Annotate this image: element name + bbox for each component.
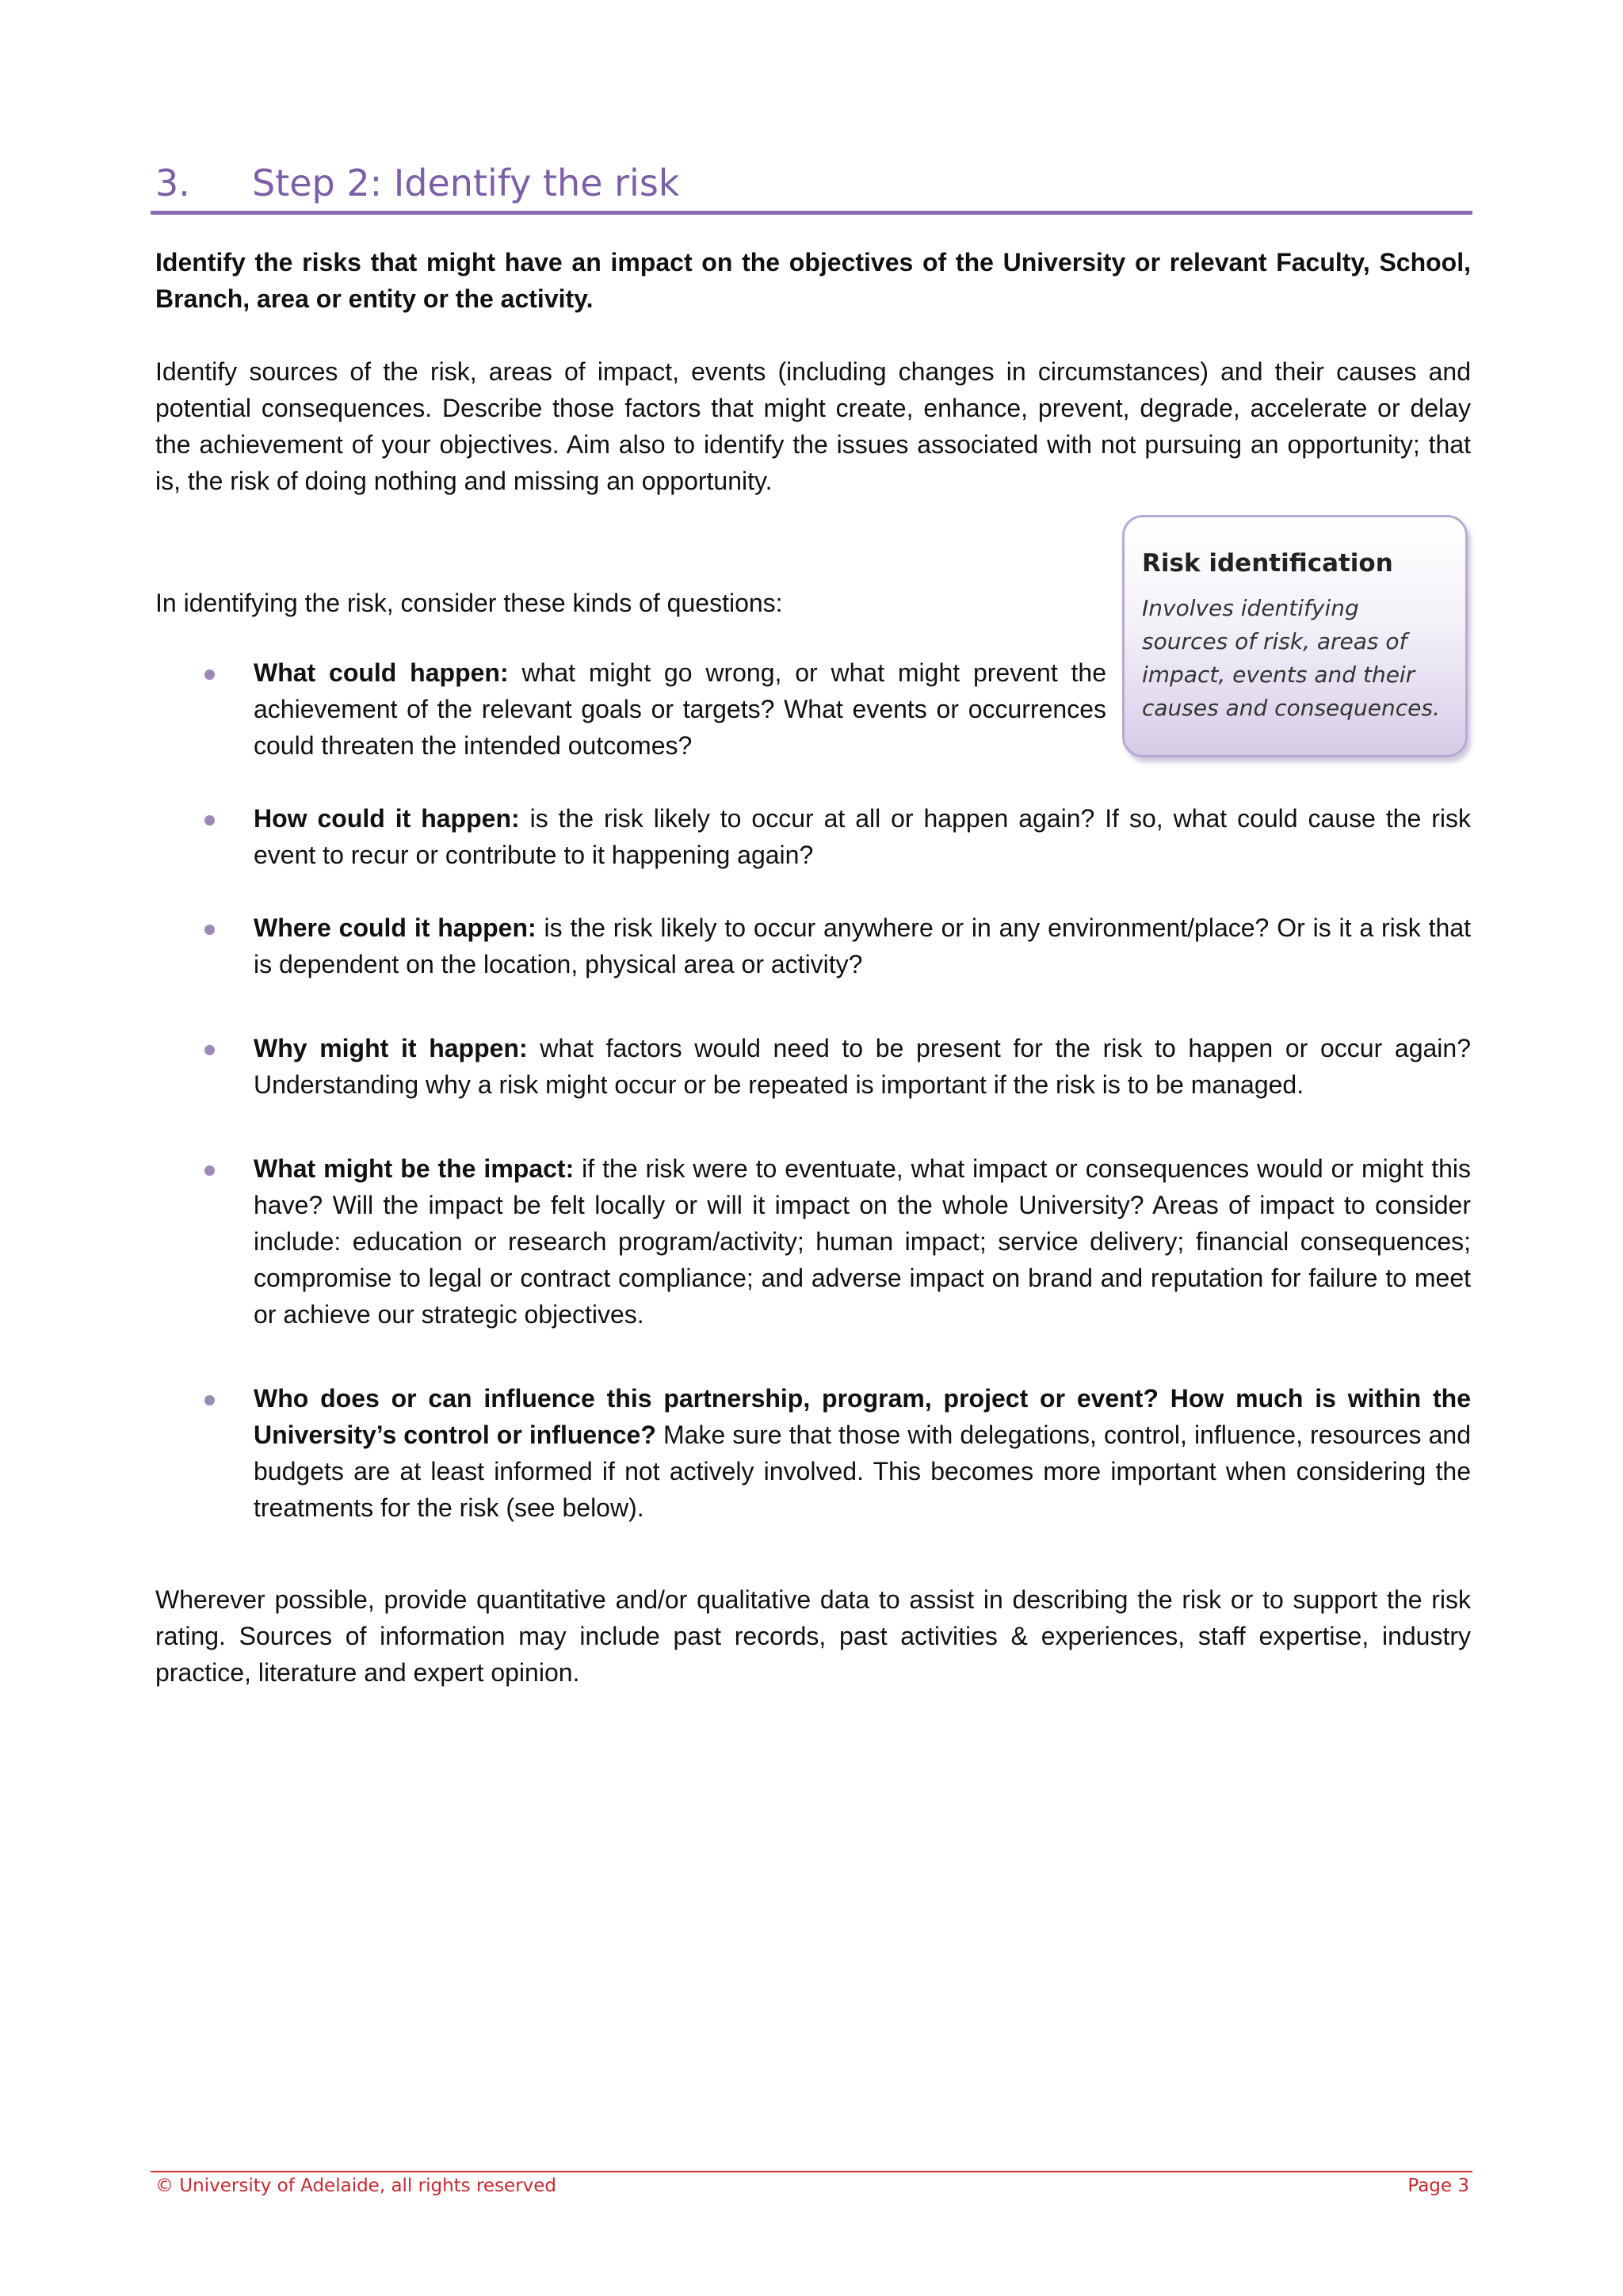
bullet-icon bbox=[204, 925, 215, 935]
page-number: Page 3 bbox=[1407, 2176, 1469, 2196]
bullet-text: if the risk were to eventuate, what impact or consequences would or might this have? Will the impact be felt locally or will it impact on the whole University? Areas of impact to consider include: education or research program/activity; human impact; service delivery; financial consequences; compromise to legal or contract compliance; and adverse impact on brand and reputation for failure to meet or achieve our strategic objectives. bbox=[254, 1154, 1472, 1329]
footer-rule bbox=[151, 2171, 1472, 2172]
callout-body: Involves identifying sources of risk, areas of impact, events and their causes and consequences. bbox=[1142, 595, 1440, 721]
bullet-icon bbox=[204, 1045, 215, 1055]
section-title: Step 2: Identify the risk bbox=[252, 162, 680, 204]
bullet-icon bbox=[204, 815, 215, 826]
bullet-icon bbox=[204, 1165, 215, 1176]
bullet-text: Make sure that those with delegations, control, influence, resources and budgets are at least informed if not actively involved. This becomes more important when considering the treatments for the risk (see below). bbox=[254, 1421, 1472, 1522]
question-list bbox=[155, 654, 1471, 1526]
sources-paragraph: Identify sources of the risk, areas of impact, events (including changes in circumstances) and their causes and potential consequences. Describe those factors that might create, enhance, prevent, degrade, accelerate or delay the achievement of your objectives. Aim also to identify the issues associated with not pursuing an opportunity; that is, the risk of doing nothing and missing an opportunity. bbox=[155, 357, 1471, 495]
section-number: 3. bbox=[155, 162, 190, 204]
list-item bbox=[155, 1150, 1471, 1333]
bullet-text: what factors would need to be present for the risk to happen or occur again? Understanding why a risk might occur or be repeated is important if the risk is to be managed. bbox=[254, 1034, 1472, 1099]
bullet-label: Who does or can influence this partnership, program, project or event? How much is within the University’s control or influence? bbox=[254, 1384, 1471, 1449]
callout-title: Risk identification bbox=[1142, 549, 1393, 578]
lead-paragraph: Identify the risks that might have an impact on the objectives of the University or relevant Faculty, School, Branch, area or entity or the activity. bbox=[155, 248, 1471, 313]
list-item bbox=[155, 654, 1471, 764]
footer-copyright: © University of Adelaide, all rights reserved bbox=[155, 2176, 557, 2196]
bullet-label: What could happen: bbox=[254, 658, 509, 687]
bullet-icon bbox=[204, 1395, 215, 1405]
bullet-text: is the risk likely to occur at all or happen again? If so, what could cause the risk event to recur or contribute to it happening again? bbox=[254, 804, 1472, 869]
list-item bbox=[155, 1030, 1471, 1103]
bullet-label: Where could it happen: bbox=[254, 913, 537, 942]
closing-paragraph: Wherever possible, provide quantitative and/or qualitative data to assist in describing the risk or to support the risk rating. Sources of information may include past records, past activities & experiences, staff expertise, industry practice, literature and expert opinion. bbox=[155, 1585, 1471, 1687]
bullet-label: Why might it happen: bbox=[254, 1034, 528, 1062]
list-item bbox=[155, 1380, 1471, 1526]
bullet-icon bbox=[204, 669, 215, 680]
bullet-text: what might go wrong, or what might prevent the achievement of the relevant goals or targets? What events or occurrences could threaten the intended outcomes? bbox=[254, 658, 1107, 760]
bullet-text: is the risk likely to occur anywhere or in any environment/place? Or is it a risk that is dependent on the location, physical area or activity? bbox=[254, 913, 1472, 978]
bullet-label: How could it happen: bbox=[254, 804, 520, 833]
section-heading bbox=[155, 155, 1472, 214]
list-item bbox=[155, 800, 1471, 873]
bullet-label: What might be the impact: bbox=[254, 1154, 575, 1183]
heading-rule bbox=[151, 211, 1472, 215]
list-item bbox=[155, 910, 1471, 982]
questions-intro: In identifying the risk, consider these kinds of questions: bbox=[155, 589, 783, 617]
